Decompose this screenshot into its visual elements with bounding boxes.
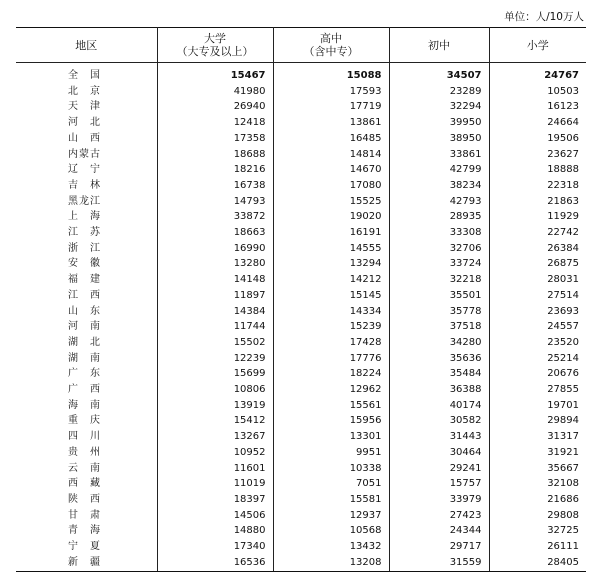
cell-high-school: 16485 [273,131,389,147]
cell-region: 广 西 [68,384,101,396]
cell-middle-school: 42799 [389,162,489,178]
table-body [16,63,586,572]
table-row [16,99,586,115]
cell-high-school: 17428 [273,335,389,351]
cell-primary-school: 22742 [489,225,586,241]
header-university-line2: （大专及以上） [176,45,254,58]
cell-region: 上 海 [68,211,101,223]
table-row [16,476,586,492]
cell-university: 16738 [157,178,273,194]
cell-high-school: 10568 [273,523,389,539]
cell-primary-school: 32108 [489,476,586,492]
cell-primary-school: 21686 [489,492,586,508]
cell-region: 江 苏 [68,227,101,239]
table-row [16,84,586,100]
cell-university: 14384 [157,304,273,320]
cell-high-school: 15145 [273,288,389,304]
cell-high-school: 15561 [273,398,389,414]
cell-region: 广 东 [68,368,101,380]
cell-university: 12239 [157,351,273,367]
cell-region: 云 南 [68,462,101,474]
cell-primary-school: 24557 [489,319,586,335]
cell-university: 14880 [157,523,273,539]
cell-region: 山 西 [68,132,101,144]
cell-middle-school: 30464 [389,445,489,461]
cell-university: 18688 [157,147,273,163]
cell-primary-school: 29808 [489,508,586,524]
cell-primary-school: 27514 [489,288,586,304]
cell-middle-school: 28935 [389,209,489,225]
table-row [16,461,586,477]
cell-region: 新 疆 [16,555,157,571]
cell-middle-school: 29241 [389,461,489,477]
cell-middle-school: 32294 [389,99,489,115]
cell-primary-school: 31317 [489,429,586,445]
cell-middle-school: 31559 [389,555,489,571]
header-high-school [273,28,389,63]
cell-middle-school: 32706 [389,241,489,257]
table-row [16,492,586,508]
cell-middle-school: 29717 [389,539,489,555]
cell-high-school: 14670 [273,162,389,178]
table-row [16,162,586,178]
table-row [16,445,586,461]
cell-primary-school: 22318 [489,178,586,194]
table-row [16,429,586,445]
cell-high-school: 7051 [273,476,389,492]
cell-middle-school: 40174 [389,398,489,414]
cell-primary-school: 28405 [489,555,586,571]
cell-primary-school: 29894 [489,413,586,429]
cell-high-school: 17776 [273,351,389,367]
cell-primary-school: 24767 [489,63,586,84]
table-row [16,366,586,382]
cell-university: 11601 [157,461,273,477]
cell-university: 18216 [157,162,273,178]
cell-high-school: 15088 [273,63,389,84]
cell-middle-school: 15757 [389,476,489,492]
cell-high-school: 9951 [273,445,389,461]
cell-high-school: 18224 [273,366,389,382]
cell-middle-school: 23289 [389,84,489,100]
table-row [16,147,586,163]
cell-middle-school: 34507 [389,63,489,84]
table-row [16,508,586,524]
cell-high-school: 13294 [273,256,389,272]
table-row [16,523,586,539]
table-row [16,131,586,147]
cell-university: 11897 [157,288,273,304]
cell-high-school: 17593 [273,84,389,100]
table-row [16,272,586,288]
cell-high-school: 19020 [273,209,389,225]
cell-region: 全 国 [68,70,101,81]
cell-middle-school: 39950 [389,115,489,131]
table-row [16,382,586,398]
cell-primary-school: 18888 [489,162,586,178]
table-row [16,178,586,194]
cell-region: 湖 北 [68,336,101,348]
cell-primary-school: 26384 [489,241,586,257]
cell-high-school: 14212 [273,272,389,288]
cell-region: 贵 州 [68,446,101,458]
header-primary-school: 小学 [489,28,586,63]
cell-primary-school: 28031 [489,272,586,288]
cell-university: 17358 [157,131,273,147]
cell-primary-school: 10503 [489,84,586,100]
cell-middle-school: 36388 [389,382,489,398]
cell-university: 18397 [157,492,273,508]
header-high-school-line2: （含中专） [303,45,359,58]
cell-middle-school: 27423 [389,508,489,524]
cell-high-school: 12937 [273,508,389,524]
cell-region: 北 京 [68,85,101,97]
cell-university: 14506 [157,508,273,524]
unit-label: 单位：人/10万人 [504,11,584,23]
cell-university: 17340 [157,539,273,555]
table-row [16,351,586,367]
cell-middle-school: 37518 [389,319,489,335]
cell-primary-school: 24664 [489,115,586,131]
cell-middle-school: 38234 [389,178,489,194]
cell-region: 湖 南 [68,352,101,364]
cell-university: 13267 [157,429,273,445]
cell-middle-school: 42793 [389,194,489,210]
cell-primary-school: 26111 [489,539,586,555]
cell-primary-school: 23693 [489,304,586,320]
cell-high-school: 16191 [273,225,389,241]
cell-region: 浙 江 [68,242,101,254]
cell-university: 18663 [157,225,273,241]
table-row [16,335,586,351]
table-row [16,539,586,555]
cell-primary-school: 16123 [489,99,586,115]
cell-region: 安 徽 [68,258,101,270]
cell-high-school: 14814 [273,147,389,163]
cell-university: 10806 [157,382,273,398]
cell-primary-school: 27855 [489,382,586,398]
cell-region: 青 海 [68,525,101,537]
cell-primary-school: 23520 [489,335,586,351]
cell-region: 河 南 [68,321,101,333]
cell-high-school: 15239 [273,319,389,335]
cell-middle-school: 33724 [389,256,489,272]
cell-high-school: 17080 [273,178,389,194]
cell-middle-school: 35636 [389,351,489,367]
cell-middle-school: 33979 [389,492,489,508]
cell-region: 重 庆 [68,415,101,427]
cell-middle-school: 35484 [389,366,489,382]
cell-region: 甘 肃 [68,509,101,521]
cell-university: 12418 [157,115,273,131]
cell-high-school: 15956 [273,413,389,429]
cell-university: 15412 [157,413,273,429]
cell-primary-school: 11929 [489,209,586,225]
cell-university: 26940 [157,99,273,115]
table-row [16,398,586,414]
cell-university: 16536 [157,555,273,571]
table-row [16,288,586,304]
cell-university: 41980 [157,84,273,100]
table-row [16,413,586,429]
cell-university: 33872 [157,209,273,225]
cell-middle-school: 24344 [389,523,489,539]
cell-high-school: 13861 [273,115,389,131]
cell-high-school: 12962 [273,382,389,398]
header-region: 地区 [75,38,98,52]
cell-primary-school: 32725 [489,523,586,539]
cell-university: 13919 [157,398,273,414]
cell-high-school: 15581 [273,492,389,508]
table-row [16,225,586,241]
cell-primary-school: 35667 [489,461,586,477]
cell-university: 10952 [157,445,273,461]
cell-region: 宁 夏 [68,541,101,553]
cell-primary-school: 19506 [489,131,586,147]
cell-middle-school: 33861 [389,147,489,163]
cell-university: 15699 [157,366,273,382]
cell-university: 14148 [157,272,273,288]
cell-region: 陕 西 [68,493,101,505]
table-row [16,319,586,335]
cell-middle-school: 34280 [389,335,489,351]
cell-region: 内蒙古 [68,148,101,160]
cell-middle-school: 32218 [389,272,489,288]
cell-high-school: 13208 [273,555,389,571]
cell-middle-school: 30582 [389,413,489,429]
cell-high-school: 15525 [273,194,389,210]
cell-university: 15502 [157,335,273,351]
table-row [16,194,586,210]
cell-middle-school: 31443 [389,429,489,445]
cell-region: 吉 林 [68,179,101,191]
table-row [16,304,586,320]
cell-primary-school: 26875 [489,256,586,272]
cell-primary-school: 19701 [489,398,586,414]
cell-primary-school: 23627 [489,147,586,163]
header-university-line1: 大学 [204,32,226,45]
cell-region: 西 藏 [68,478,101,490]
cell-high-school: 14555 [273,241,389,257]
cell-region: 山 东 [68,305,101,317]
cell-high-school: 13432 [273,539,389,555]
cell-middle-school: 33308 [389,225,489,241]
cell-high-school: 17719 [273,99,389,115]
table-row [16,209,586,225]
education-table [16,27,586,572]
cell-university: 11744 [157,319,273,335]
table-row [16,256,586,272]
cell-region: 海 南 [68,399,101,411]
cell-middle-school: 35501 [389,288,489,304]
cell-region: 河 北 [68,117,101,129]
cell-region: 辽 宁 [68,164,101,176]
cell-university: 15467 [157,63,273,84]
cell-region: 江 西 [68,289,101,301]
cell-region: 四 川 [68,431,101,443]
cell-high-school: 10338 [273,461,389,477]
cell-primary-school: 21863 [489,194,586,210]
cell-middle-school: 38950 [389,131,489,147]
cell-university: 11019 [157,476,273,492]
cell-region: 天 津 [68,101,101,113]
cell-high-school: 14334 [273,304,389,320]
header-high-school-line1: 高中 [320,32,342,45]
table-row [16,555,586,571]
cell-high-school: 13301 [273,429,389,445]
cell-middle-school: 35778 [389,304,489,320]
cell-primary-school: 20676 [489,366,586,382]
cell-region: 福 建 [68,274,101,286]
cell-university: 13280 [157,256,273,272]
header-middle-school: 初中 [389,28,489,63]
table-header [16,28,586,63]
cell-university: 14793 [157,194,273,210]
cell-university: 16990 [157,241,273,257]
table-row [16,115,586,131]
table-row [16,241,586,257]
table-row [16,63,586,84]
cell-primary-school: 25214 [489,351,586,367]
header-row [16,28,586,63]
cell-region: 黑龙江 [68,195,101,207]
header-university [157,28,273,63]
cell-primary-school: 31921 [489,445,586,461]
